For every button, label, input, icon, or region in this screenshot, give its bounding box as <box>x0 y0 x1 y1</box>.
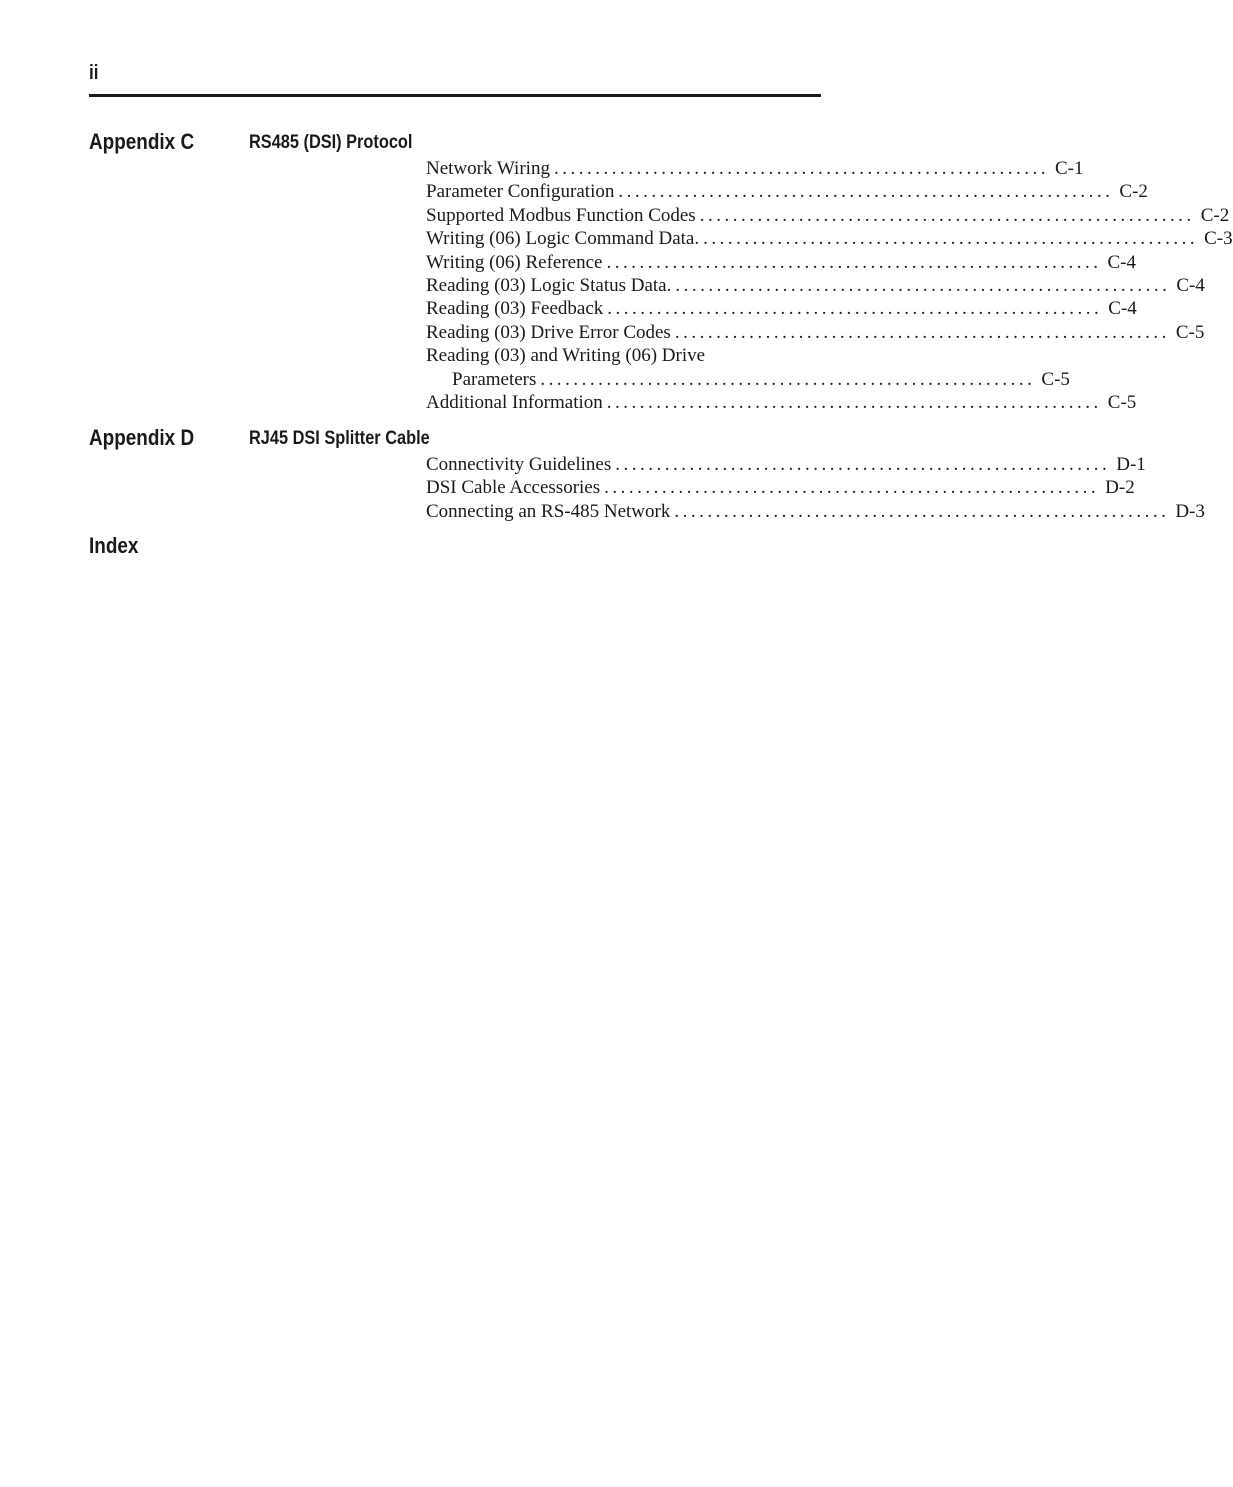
toc-entry-connecting-rs485-network[interactable] <box>426 500 1205 523</box>
toc-leader-dots: ............................................................ <box>674 500 1170 522</box>
toc-leader-dots: ............................................................ <box>606 391 1102 413</box>
toc-entry-label: Reading (03) Drive Error Codes <box>426 321 675 344</box>
toc-entry-supported-modbus-function-codes[interactable] <box>426 204 1230 227</box>
toc-entry-page: C-2 <box>1195 204 1230 227</box>
toc-entry-parameter-configuration[interactable] <box>426 180 1148 203</box>
toc-entry-reading-writing-drive-parameters-line2[interactable] <box>426 368 1070 391</box>
toc-entry-label: Supported Modbus Function Codes <box>426 204 700 227</box>
toc-leader-dots: ............................................................ <box>675 274 1171 296</box>
toc-entry-dsi-cable-accessories[interactable] <box>426 476 1135 499</box>
toc-entry-page: C-3 <box>1198 227 1233 250</box>
toc-entry-network-wiring[interactable] <box>426 157 1084 180</box>
toc-entry-reading-drive-error-codes[interactable] <box>426 321 1205 344</box>
header-rule <box>89 94 821 97</box>
toc-entry-page: C-4 <box>1102 297 1137 320</box>
appendix-c-title: RS485 (DSI) Protocol <box>249 132 413 153</box>
toc-leader-dots: ............................................................ <box>699 204 1195 226</box>
page-number: ii <box>89 62 99 84</box>
toc-entry-writing-logic-command-data[interactable] <box>426 227 1233 250</box>
toc-entry-page: C-2 <box>1113 180 1148 203</box>
appendix-d-title: RJ45 DSI Splitter Cable <box>249 428 430 449</box>
appendix-d-label: Appendix D <box>89 425 195 450</box>
toc-entry-label: Reading (03) Feedback <box>426 297 607 320</box>
toc-entry-writing-reference[interactable] <box>426 251 1136 274</box>
toc-leader-dots: ............................................................ <box>674 321 1170 343</box>
toc-entry-label: Parameter Configuration <box>426 180 618 203</box>
toc-entry-additional-information[interactable] <box>426 391 1137 414</box>
toc-entry-page: D-2 <box>1099 476 1135 499</box>
toc-entry-label: Connecting an RS-485 Network <box>426 500 674 523</box>
toc-entry-page: C-5 <box>1170 321 1205 344</box>
toc-entry-label: Writing (06) Reference <box>426 251 606 274</box>
toc-leader-dots: ............................................................ <box>553 158 1049 179</box>
toc-entry-reading-feedback[interactable] <box>426 297 1137 320</box>
toc-entry-page: D-3 <box>1169 500 1205 523</box>
toc-entry-reading-writing-drive-parameters-line1[interactable] <box>426 344 821 367</box>
toc-entry-connectivity-guidelines[interactable] <box>426 453 1146 476</box>
appendix-c-label: Appendix C <box>89 129 195 154</box>
toc-leader-dots: ............................................................ <box>607 298 1103 320</box>
toc-entry-page: C-4 <box>1101 251 1136 274</box>
toc-leader-dots: ............................................................ <box>618 181 1114 203</box>
toc-entry-page: C-4 <box>1170 274 1205 297</box>
appendix-d-toc-list <box>426 453 1205 523</box>
toc-leader-dots: ............................................................ <box>703 228 1199 250</box>
toc-entry-page: C-1 <box>1049 157 1084 180</box>
index-heading[interactable]: Index <box>89 533 139 558</box>
toc-leader-dots: ............................................................ <box>604 477 1100 499</box>
toc-entry-label: Reading (03) Logic Status Data. <box>426 274 675 297</box>
toc-entry-page: C-5 <box>1035 368 1070 391</box>
toc-leader-dots: ............................................................ <box>606 251 1102 273</box>
toc-leader-dots: ............................................................ <box>615 454 1111 475</box>
toc-entry-label: Network Wiring <box>426 157 554 180</box>
appendix-c-toc-list <box>426 157 1233 414</box>
toc-entry-label: Parameters <box>426 368 540 391</box>
toc-entry-label: Additional Information <box>426 391 607 414</box>
toc-entry-label: Reading (03) and Writing (06) Drive <box>426 345 706 367</box>
toc-entry-label: DSI Cable Accessories <box>426 476 604 499</box>
toc-entry-page: D-1 <box>1110 453 1146 476</box>
toc-entry-label: Connectivity Guidelines <box>426 453 615 476</box>
toc-entry-label: Writing (06) Logic Command Data. <box>426 227 703 250</box>
toc-entry-reading-logic-status-data[interactable] <box>426 274 1205 297</box>
toc-entry-page: C-5 <box>1102 391 1137 414</box>
toc-leader-dots: ............................................................ <box>540 368 1036 390</box>
